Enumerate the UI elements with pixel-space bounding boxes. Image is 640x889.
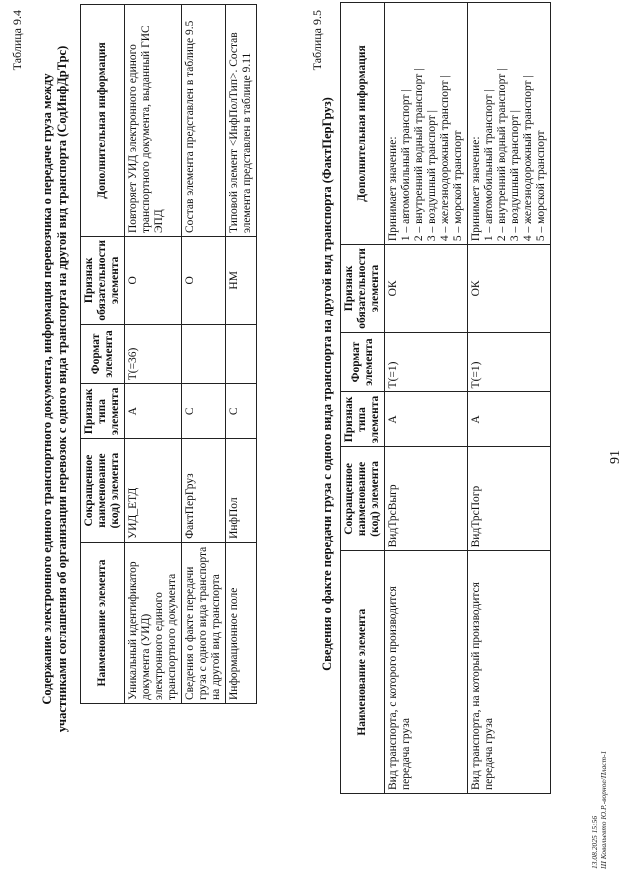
column-header: Наименование элемента <box>81 542 125 703</box>
element-required-cell: О <box>182 237 226 325</box>
column-header: Дополнительная информация <box>81 5 125 237</box>
element-required-cell: ОК <box>385 245 468 333</box>
info-line: Принимает значение: <box>387 136 399 242</box>
element-info-cell: Состав элемента представлен в таблице 9.5 <box>182 5 226 237</box>
element-required-cell: ОК <box>468 245 551 333</box>
column-header: Формат элемента <box>341 332 385 392</box>
element-format-cell: T(=1) <box>468 332 551 392</box>
element-format-cell: T(=36) <box>125 324 182 384</box>
column-header: Наименование элемента <box>341 551 385 794</box>
column-header: Признак обязательности элемента <box>341 245 385 333</box>
element-code-cell: УИД_ЕТД <box>125 439 182 543</box>
column-header: Сокращенное наименование (код) элемента <box>81 439 125 543</box>
info-line: 5 – морской транспорт <box>535 130 547 242</box>
element-info-cell <box>385 3 468 245</box>
signature-stamp <box>590 751 608 869</box>
info-line: 3 – воздушный транспорт | <box>509 110 521 242</box>
element-required-cell: НМ <box>226 237 257 325</box>
column-header: Формат элемента <box>81 324 125 384</box>
table-row <box>468 3 551 794</box>
column-header: Дополнительная информация <box>341 3 385 245</box>
table-caption: Таблица 9.5 <box>310 10 324 71</box>
element-code-cell: ИнфПол <box>226 439 257 543</box>
info-line: 4 – железнодорожный транспорт | <box>439 75 451 242</box>
info-line: 3 – воздушный транспорт | <box>426 110 438 242</box>
element-info-cell: Типовой элемент <ИнфПолТип>. Состав элемента представлен в таблице 9.11 <box>226 5 257 237</box>
element-type-cell: А <box>468 392 551 447</box>
element-type-cell: А <box>125 384 182 439</box>
table-row <box>125 5 182 704</box>
table-header-row <box>341 3 385 794</box>
table-caption: Таблица 9.4 <box>10 10 24 71</box>
column-header: Сокращенное наименование (код) элемента <box>341 447 385 551</box>
table-row <box>385 3 468 794</box>
element-name-cell: Вид транспорта, с которого производится передача груза <box>385 551 468 794</box>
element-code-cell: ВидТрсВыгр <box>385 447 468 551</box>
column-header: Признак обязательности элемента <box>81 237 125 325</box>
element-format-cell <box>226 324 257 384</box>
stamp-signer: Ш Ковальевто Ю.Р.-ворное/Пласт-1 <box>599 750 608 869</box>
element-name-cell: Вид транспорта, на который производится передача груза <box>468 551 551 794</box>
element-code-cell: ВидТрсПогр <box>468 447 551 551</box>
info-line: Принимает значение: <box>470 136 482 242</box>
element-format-cell: T(=1) <box>385 332 468 392</box>
page-number: 91 <box>608 450 623 464</box>
table-row <box>182 5 226 704</box>
element-type-cell: С <box>182 384 226 439</box>
info-line: 2 – внутренний водный транспорт | <box>496 68 508 242</box>
content-table <box>340 2 551 794</box>
table-header-row <box>81 5 125 704</box>
element-required-cell: О <box>125 237 182 325</box>
info-line: 4 – железнодорожный транспорт | <box>522 75 534 242</box>
element-name-cell: Сведения о факте передачи груза с одного вида транспорта на другой вид транспорта <box>182 542 226 703</box>
element-info-cell: Повторяет УИД электронного единого транспортного документа, выданный ГИС ЭПД <box>125 5 182 237</box>
info-line: 5 – морской транспорт <box>452 130 464 242</box>
element-name-cell: Уникальный идентификатор документа (УИД) электронного единого транспортного документа <box>125 542 182 703</box>
column-header: Признак типа элемента <box>81 384 125 439</box>
element-code-cell: ФактПерГруз <box>182 439 226 543</box>
stamp-date: 13.08.2025 15:56 <box>590 815 599 869</box>
element-format-cell <box>182 324 226 384</box>
table-title: Сведения о факте передачи груза с одного вида транспорта на другой вид транспорта (ФактПерГруз) <box>320 97 334 671</box>
element-type-cell: С <box>226 384 257 439</box>
info-line: 1 – автомобильный транспорт | <box>483 89 495 242</box>
table-title: Содержание электронного единого транспортного документа, информация перевозчика о передаче груза между участниками соглашения об организации перевозок с одного вида транспорта на другой вид транспорта (СодИнфДрТрс) <box>40 45 69 733</box>
info-line: 2 – внутренний водный транспорт | <box>413 68 425 242</box>
content-table <box>80 4 257 704</box>
info-line: 1 – автомобильный транспорт | <box>400 89 412 242</box>
element-type-cell: А <box>385 392 468 447</box>
element-name-cell: Информационное поле <box>226 542 257 703</box>
element-info-cell <box>468 3 551 245</box>
table-row <box>226 5 257 704</box>
column-header: Признак типа элемента <box>341 392 385 447</box>
